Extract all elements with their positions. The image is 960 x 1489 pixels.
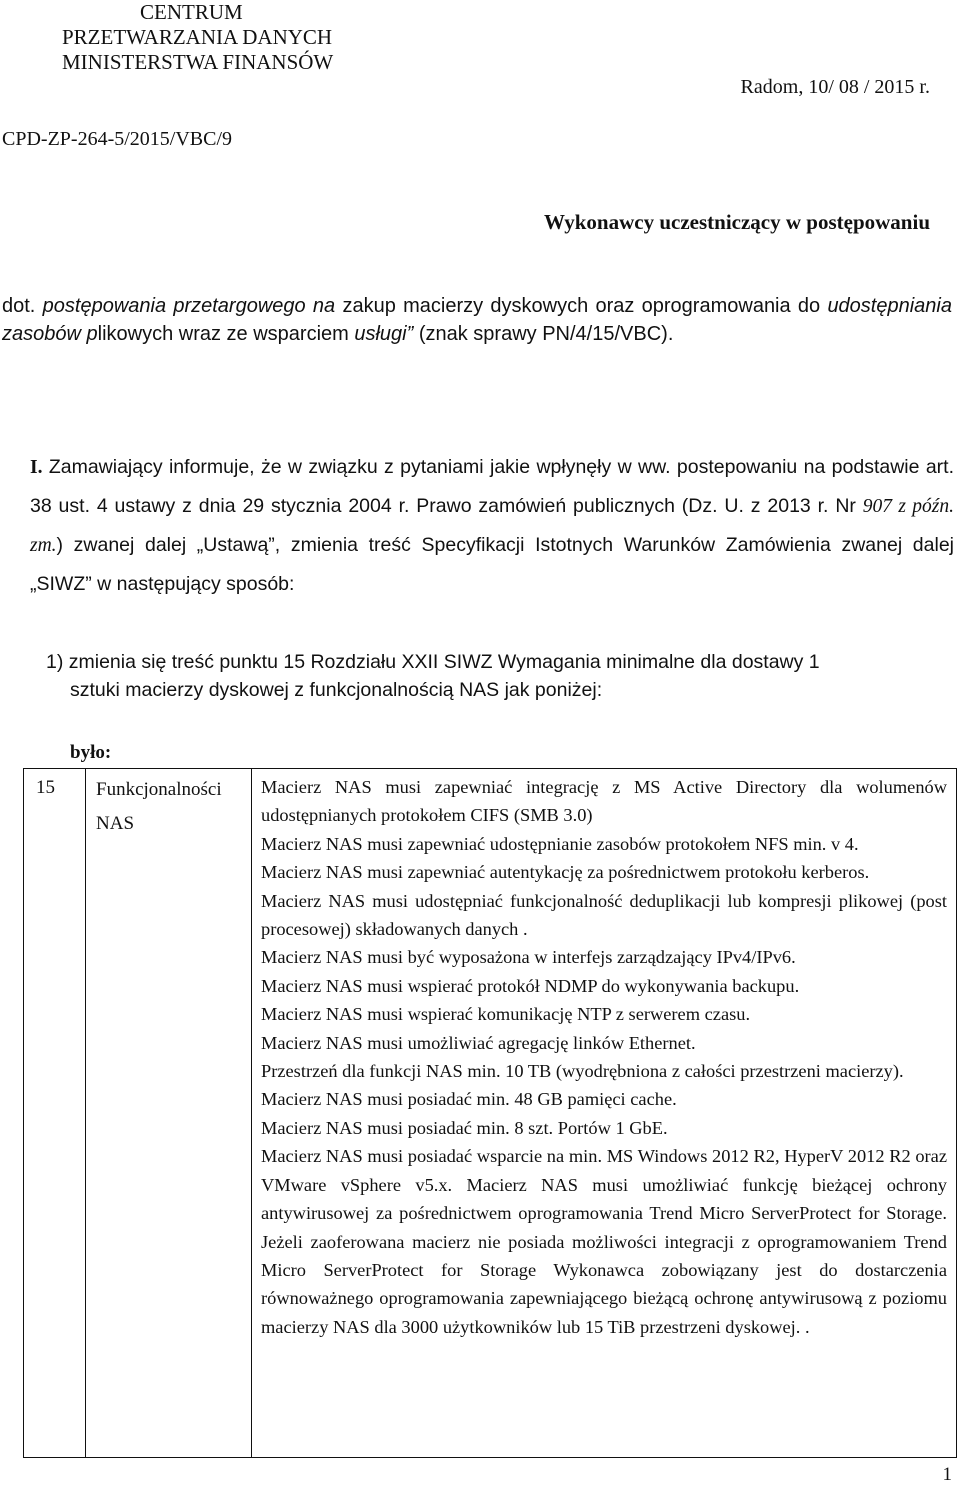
- table-feature-cell: [96, 773, 246, 841]
- table-divider: [251, 769, 252, 1457]
- subject-part-5: likowych wraz ze wsparciem: [97, 323, 355, 345]
- requirement-item: Macierz NAS musi posiadać wsparcie na min. MS Windows 2012 R2, HyperV 2012 R2 oraz VMware vSphere v5.x. Macierz NAS musi umożliwiać funkcję bieżącej ochrony antywirusowej za pośrednictwem oprogramowania Trend Micro ServerProtect for Storage. Jeżeli zaoferowana macierz nie posiada możliwości integracji z oprogramowaniem Trend Micro ServerProtect for Storage Wykonawca zobowiązany jest do dostarczenia równoważnego oprogramowania zapewniającego bieżącą ochronę antywirusową z poziomu macierzy NAS dla 3000 użytkowników lub 15 TiB przestrzeni dyskowej. .: [261, 1146, 947, 1337]
- place-date: Radom, 10/ 08 / 2015 r.: [740, 76, 930, 98]
- organization-header: [62, 0, 333, 75]
- feature-line-1: Funkcjonalności: [96, 779, 222, 800]
- subject-part-2: postępowania przetargowego na: [42, 295, 343, 317]
- requirement-item: Macierz NAS musi posiadać min. 48 GB pamięci cache.: [261, 1089, 677, 1110]
- point-1: [46, 648, 946, 704]
- requirement-item: Macierz NAS musi wspierać protokół NDMP do wykonywania backupu.: [261, 975, 800, 996]
- requirement-item: Macierz NAS musi zapewniać integrację z MS Active Directory dla wolumenów udostępnianych protokołem CIFS (SMB 3.0): [261, 777, 947, 826]
- requirement-item: Macierz NAS musi umożliwiać agregację linków Ethernet.: [261, 1032, 696, 1053]
- table-caption: było:: [70, 742, 112, 763]
- section-1-paragraph: [30, 448, 954, 603]
- requirement-item: Macierz NAS musi wspierać komunikację NTP z serwerem czasu.: [261, 1004, 751, 1025]
- feature-line-2: NAS: [96, 813, 135, 834]
- requirement-item: Macierz NAS musi być wyposażona w interfejs zarządzający IPv4/IPv6.: [261, 947, 796, 968]
- section-number: I.: [30, 457, 43, 478]
- section-text-italic: 907 z późn. zm.: [30, 496, 954, 556]
- recipients-line: Wykonawcy uczestniczący w postępowaniu: [544, 210, 930, 234]
- subject-paragraph: [2, 292, 952, 348]
- subject-part-6: usługi”: [354, 323, 419, 345]
- table-divider: [85, 769, 86, 1457]
- requirement-item: Macierz NAS musi zapewniać udostępnianie zasobów protokołem NFS min. v 4.: [261, 833, 859, 854]
- section-text-b: ) zwanej dalej „Ustawą”, zmienia treść Specyfikacji Istotnych Warunków Zamówienia zwanej dalej „SIWZ” w następujący sposób:: [30, 534, 954, 595]
- subject-part-7: (znak sprawy PN/4/15/VBC).: [418, 323, 674, 345]
- requirements-table: [23, 768, 957, 1458]
- section-text-a: Zamawiający informuje, że w związku z pytaniami jakie wpłynęły w ww. postepowaniu na podstawie art. 38 ust. 4 ustawy z dnia 29 stycznia 2004 r. Prawo zamówień publicznych (Dz. U. z 2013 r. Nr: [30, 456, 954, 517]
- page-number: 1: [942, 1464, 952, 1485]
- requirement-item: Macierz NAS musi posiadać min. 8 szt. Portów 1 GbE.: [261, 1117, 668, 1138]
- point-1-line-1: 1) zmienia się treść punktu 15 Rozdziału XXII SIWZ Wymagania minimalne dla dostawy 1: [46, 651, 820, 673]
- org-line-3: MINISTERSTWA FINANSÓW: [62, 50, 334, 74]
- subject-part-1: dot.: [2, 295, 43, 317]
- org-line-1: CENTRUM: [140, 0, 243, 24]
- requirement-item: Przestrzeń dla funkcji NAS min. 10 TB (wyodrębniona z całości przestrzeni macierzy).: [261, 1061, 904, 1082]
- requirement-item: Macierz NAS musi zapewniać autentykację za pośrednictwem protokołu kerberos.: [261, 862, 870, 883]
- requirements-list: [261, 773, 947, 1341]
- table-row-number: 15: [36, 777, 55, 798]
- point-1-line-2: sztuki macierzy dyskowej z funkcjonalnością NAS jak poniżej:: [70, 679, 603, 701]
- reference-number: CPD-ZP-264-5/2015/VBC/9: [2, 128, 233, 150]
- requirement-item: Macierz NAS musi udostępniać funkcjonalność deduplikacji lub kompresji plikowej (post procesowej) składowanych danych .: [261, 890, 947, 940]
- subject-part-3: zakup macierzy dyskowych oraz oprogramowania do: [342, 295, 828, 317]
- subject-part-4: udostępniania zasobów p: [2, 295, 952, 345]
- org-line-2: PRZETWARZANIA DANYCH: [62, 25, 333, 49]
